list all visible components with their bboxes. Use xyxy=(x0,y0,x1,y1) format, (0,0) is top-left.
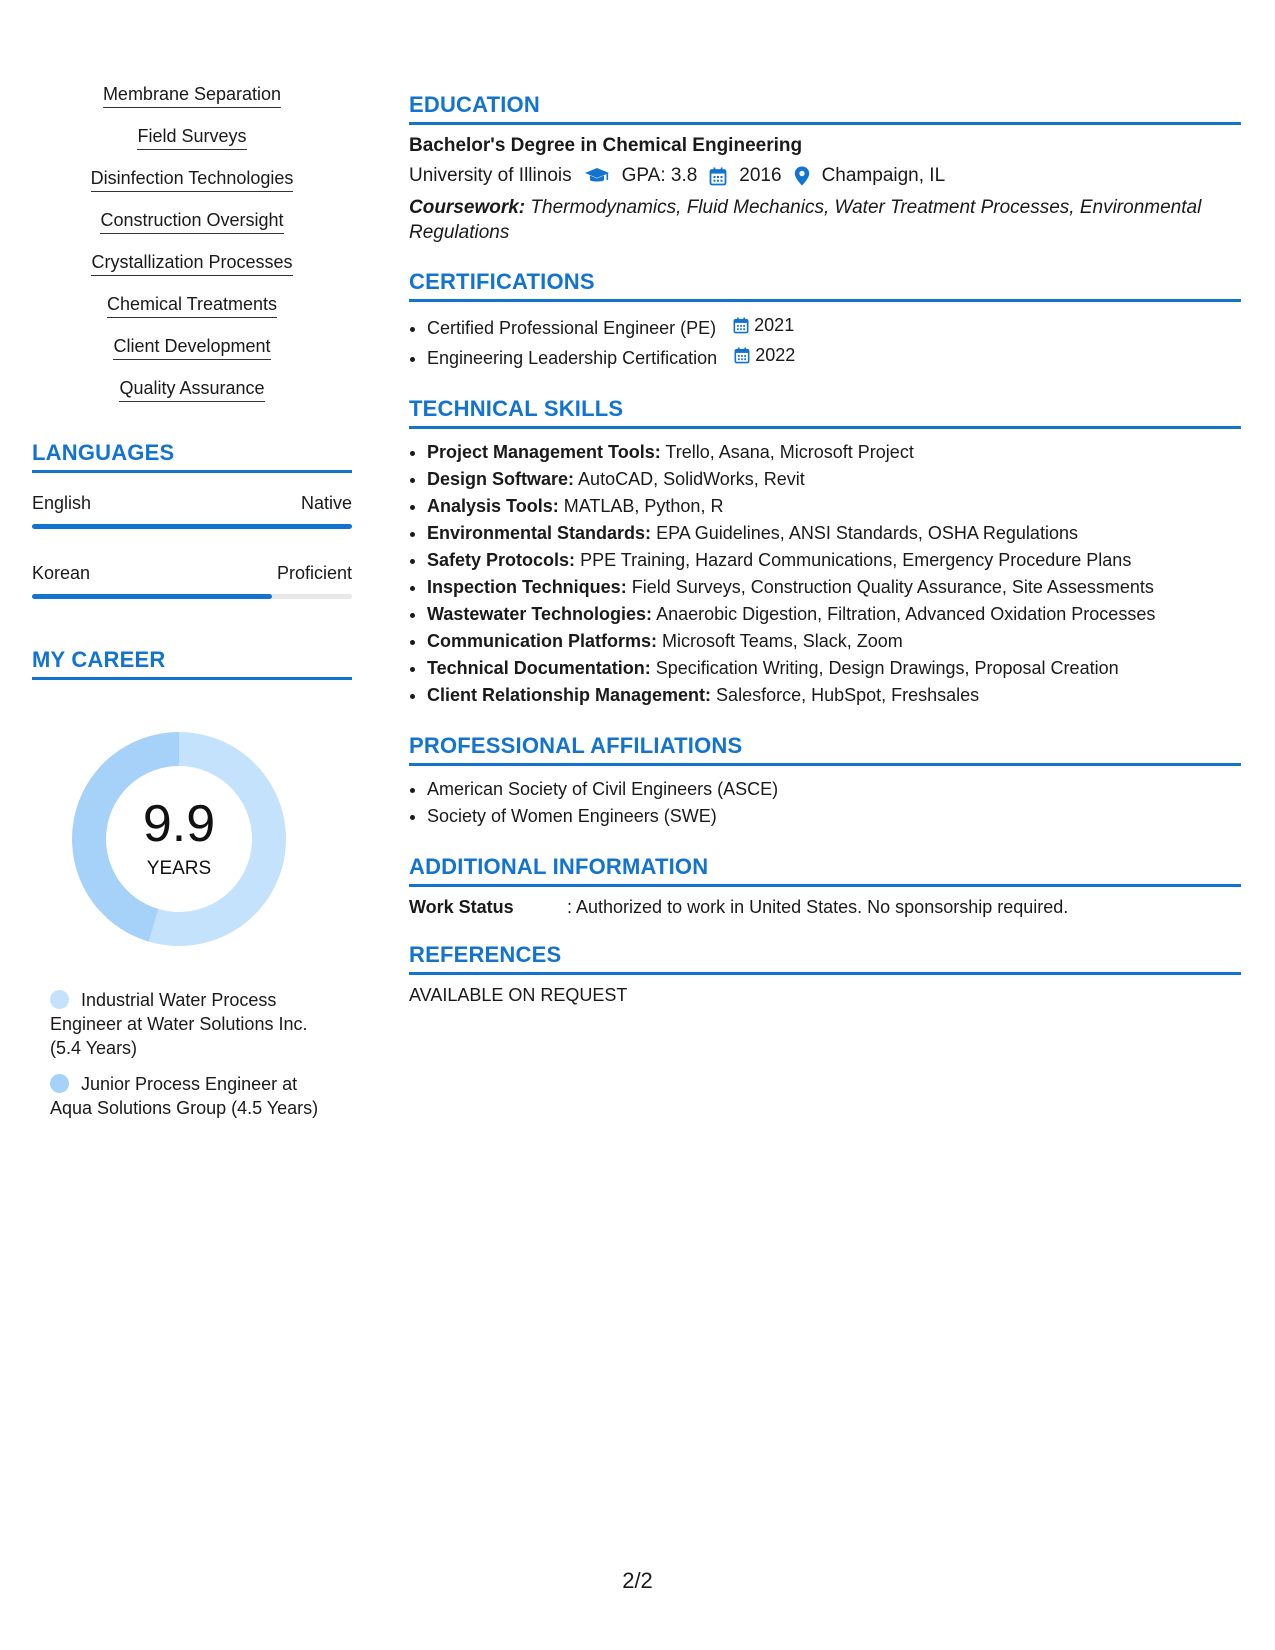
technical-skills-list xyxy=(409,439,1241,709)
education-location: Champaign, IL xyxy=(821,165,946,186)
graduation-cap-icon xyxy=(584,167,610,185)
skill-values: Trello, Asana, Microsoft Project xyxy=(665,442,914,462)
work-status-value: : Authorized to work in United States. No sponsorship required. xyxy=(567,897,1069,917)
location-pin-icon xyxy=(794,166,810,186)
skill-values: MATLAB, Python, R xyxy=(563,496,724,516)
certification-date xyxy=(733,312,794,339)
skill-category: Wastewater Technologies: xyxy=(427,604,653,624)
career-title: MY CAREER xyxy=(32,647,352,680)
skill-tag: Disinfection Technologies xyxy=(91,168,294,192)
technical-skills-title: TECHNICAL SKILLS xyxy=(409,396,1241,429)
certifications-title: CERTIFICATIONS xyxy=(409,269,1241,302)
skill-values: Field Surveys, Construction Quality Assurance, Site Assessments xyxy=(631,577,1154,597)
skill-tags xyxy=(32,84,352,402)
skill-tag: Membrane Separation xyxy=(103,84,281,108)
language-name: Korean xyxy=(32,563,91,583)
language-row xyxy=(32,563,352,584)
skill-category: Design Software: xyxy=(427,469,575,489)
language-level: Proficient xyxy=(276,563,352,583)
work-status-label: Work Status xyxy=(409,897,514,917)
references-title: REFERENCES xyxy=(409,942,1241,975)
language-level: Native xyxy=(300,493,352,513)
technical-skill-item xyxy=(427,466,1241,493)
language-name: English xyxy=(32,493,92,513)
affiliations-title: PROFESSIONAL AFFILIATIONS xyxy=(409,733,1241,766)
technical-skill-item xyxy=(427,574,1241,601)
career-legend-item xyxy=(50,1072,320,1120)
education-details xyxy=(409,165,1241,187)
certification-name: Certified Professional Engineer (PE) xyxy=(427,318,717,338)
technical-skill-item xyxy=(427,520,1241,547)
certification-name: Engineering Leadership Certification xyxy=(427,348,718,368)
additional-info-section xyxy=(409,854,1241,918)
technical-skill-item xyxy=(427,628,1241,655)
skill-category: Project Management Tools: xyxy=(427,442,661,462)
skill-values: EPA Guidelines, ANSI Standards, OSHA Regulations xyxy=(656,523,1078,543)
language-bar-fill xyxy=(32,524,352,529)
certification-year: 2021 xyxy=(754,315,795,335)
education-gpa: GPA: 3.8 xyxy=(621,165,698,186)
skill-tag: Quality Assurance xyxy=(119,378,264,402)
page-number: 2/2 xyxy=(622,1568,653,1593)
affiliation-item: • Society of Women Engineers (SWE) xyxy=(427,803,1241,830)
career-total: 9.9 xyxy=(142,795,216,853)
education-coursework xyxy=(409,195,1241,245)
skill-tag: Crystallization Processes xyxy=(91,252,292,276)
skill-values: PPE Training, Hazard Communications, Emergency Procedure Plans xyxy=(580,550,1132,570)
skill-category: Inspection Techniques: xyxy=(427,577,627,597)
career-legend-item xyxy=(50,988,320,1060)
technical-skill-item xyxy=(427,493,1241,520)
donut-center xyxy=(64,724,294,954)
certification-item xyxy=(427,312,1241,342)
skill-values: Anaerobic Digestion, Filtration, Advanced Oxidation Processes xyxy=(656,604,1156,624)
career-legend xyxy=(50,988,320,1120)
technical-skill-item xyxy=(427,655,1241,682)
languages-title: LANGUAGES xyxy=(32,440,352,473)
career-donut xyxy=(64,724,294,954)
language-row xyxy=(32,493,352,514)
work-status-row xyxy=(409,897,1241,918)
right-column xyxy=(409,92,1241,1030)
skill-category: Communication Platforms: xyxy=(427,631,658,651)
certifications-list xyxy=(409,312,1241,372)
skill-values: Microsoft Teams, Slack, Zoom xyxy=(662,631,903,651)
skill-values: Specification Writing, Design Drawings, Proposal Creation xyxy=(655,658,1119,678)
technical-skill-item xyxy=(427,547,1241,574)
certification-year: 2022 xyxy=(755,345,796,365)
affiliations-list xyxy=(409,776,1241,830)
career-unit: YEARS xyxy=(146,858,212,879)
references-section xyxy=(409,942,1241,1006)
references-text: AVAILABLE ON REQUEST xyxy=(409,985,628,1005)
skill-tag: Chemical Treatments xyxy=(107,294,277,318)
education-section xyxy=(409,92,1241,245)
legend-dot-icon xyxy=(50,990,69,1009)
skill-tag: Construction Oversight xyxy=(100,210,283,234)
calendar-icon xyxy=(734,347,750,364)
career-legend-label: Junior Process Engineer at Aqua Solutions Group (4.5 Years) xyxy=(50,1074,319,1118)
language-bar xyxy=(32,524,352,529)
career-legend-label: Industrial Water Process Engineer at Water Solutions Inc. (5.4 Years) xyxy=(50,990,308,1058)
skill-tag: Client Development xyxy=(113,336,270,360)
additional-info-title: ADDITIONAL INFORMATION xyxy=(409,854,1241,887)
certification-date xyxy=(734,342,795,369)
skill-values: AutoCAD, SolidWorks, Revit xyxy=(578,469,805,489)
language-bar xyxy=(32,594,352,599)
calendar-icon xyxy=(733,317,749,334)
skill-category: Technical Documentation: xyxy=(427,658,651,678)
education-degree: Bachelor's Degree in Chemical Engineering xyxy=(409,135,803,156)
skill-category: Safety Protocols: xyxy=(427,550,576,570)
technical-skill-item xyxy=(427,682,1241,709)
education-year: 2016 xyxy=(739,165,782,186)
skill-tag: Field Surveys xyxy=(137,126,246,150)
skill-category: Environmental Standards: xyxy=(427,523,652,543)
legend-dot-icon xyxy=(50,1074,69,1093)
technical-skill-item xyxy=(427,439,1241,466)
coursework-text: Thermodynamics, Fluid Mechanics, Water Treatment Processes, Environmental Regulations xyxy=(409,197,1202,243)
left-column xyxy=(32,84,352,1132)
education-school: University of Illinois xyxy=(409,165,572,186)
skill-values: Salesforce, HubSpot, Freshsales xyxy=(716,685,980,705)
technical-skill-item xyxy=(427,601,1241,628)
affiliations-section xyxy=(409,733,1241,830)
certifications-section xyxy=(409,269,1241,372)
certification-item xyxy=(427,342,1241,372)
education-title: EDUCATION xyxy=(409,92,1241,125)
languages-list xyxy=(32,493,352,599)
skill-category: Analysis Tools: xyxy=(427,496,559,516)
calendar-icon xyxy=(709,167,727,186)
language-bar-fill xyxy=(32,594,272,599)
affiliation-item: • American Society of Civil Engineers (ASCE) xyxy=(427,776,1241,803)
skill-category: Client Relationship Management: xyxy=(427,685,712,705)
technical-skills-section xyxy=(409,396,1241,709)
coursework-label: Coursework: xyxy=(409,197,526,218)
